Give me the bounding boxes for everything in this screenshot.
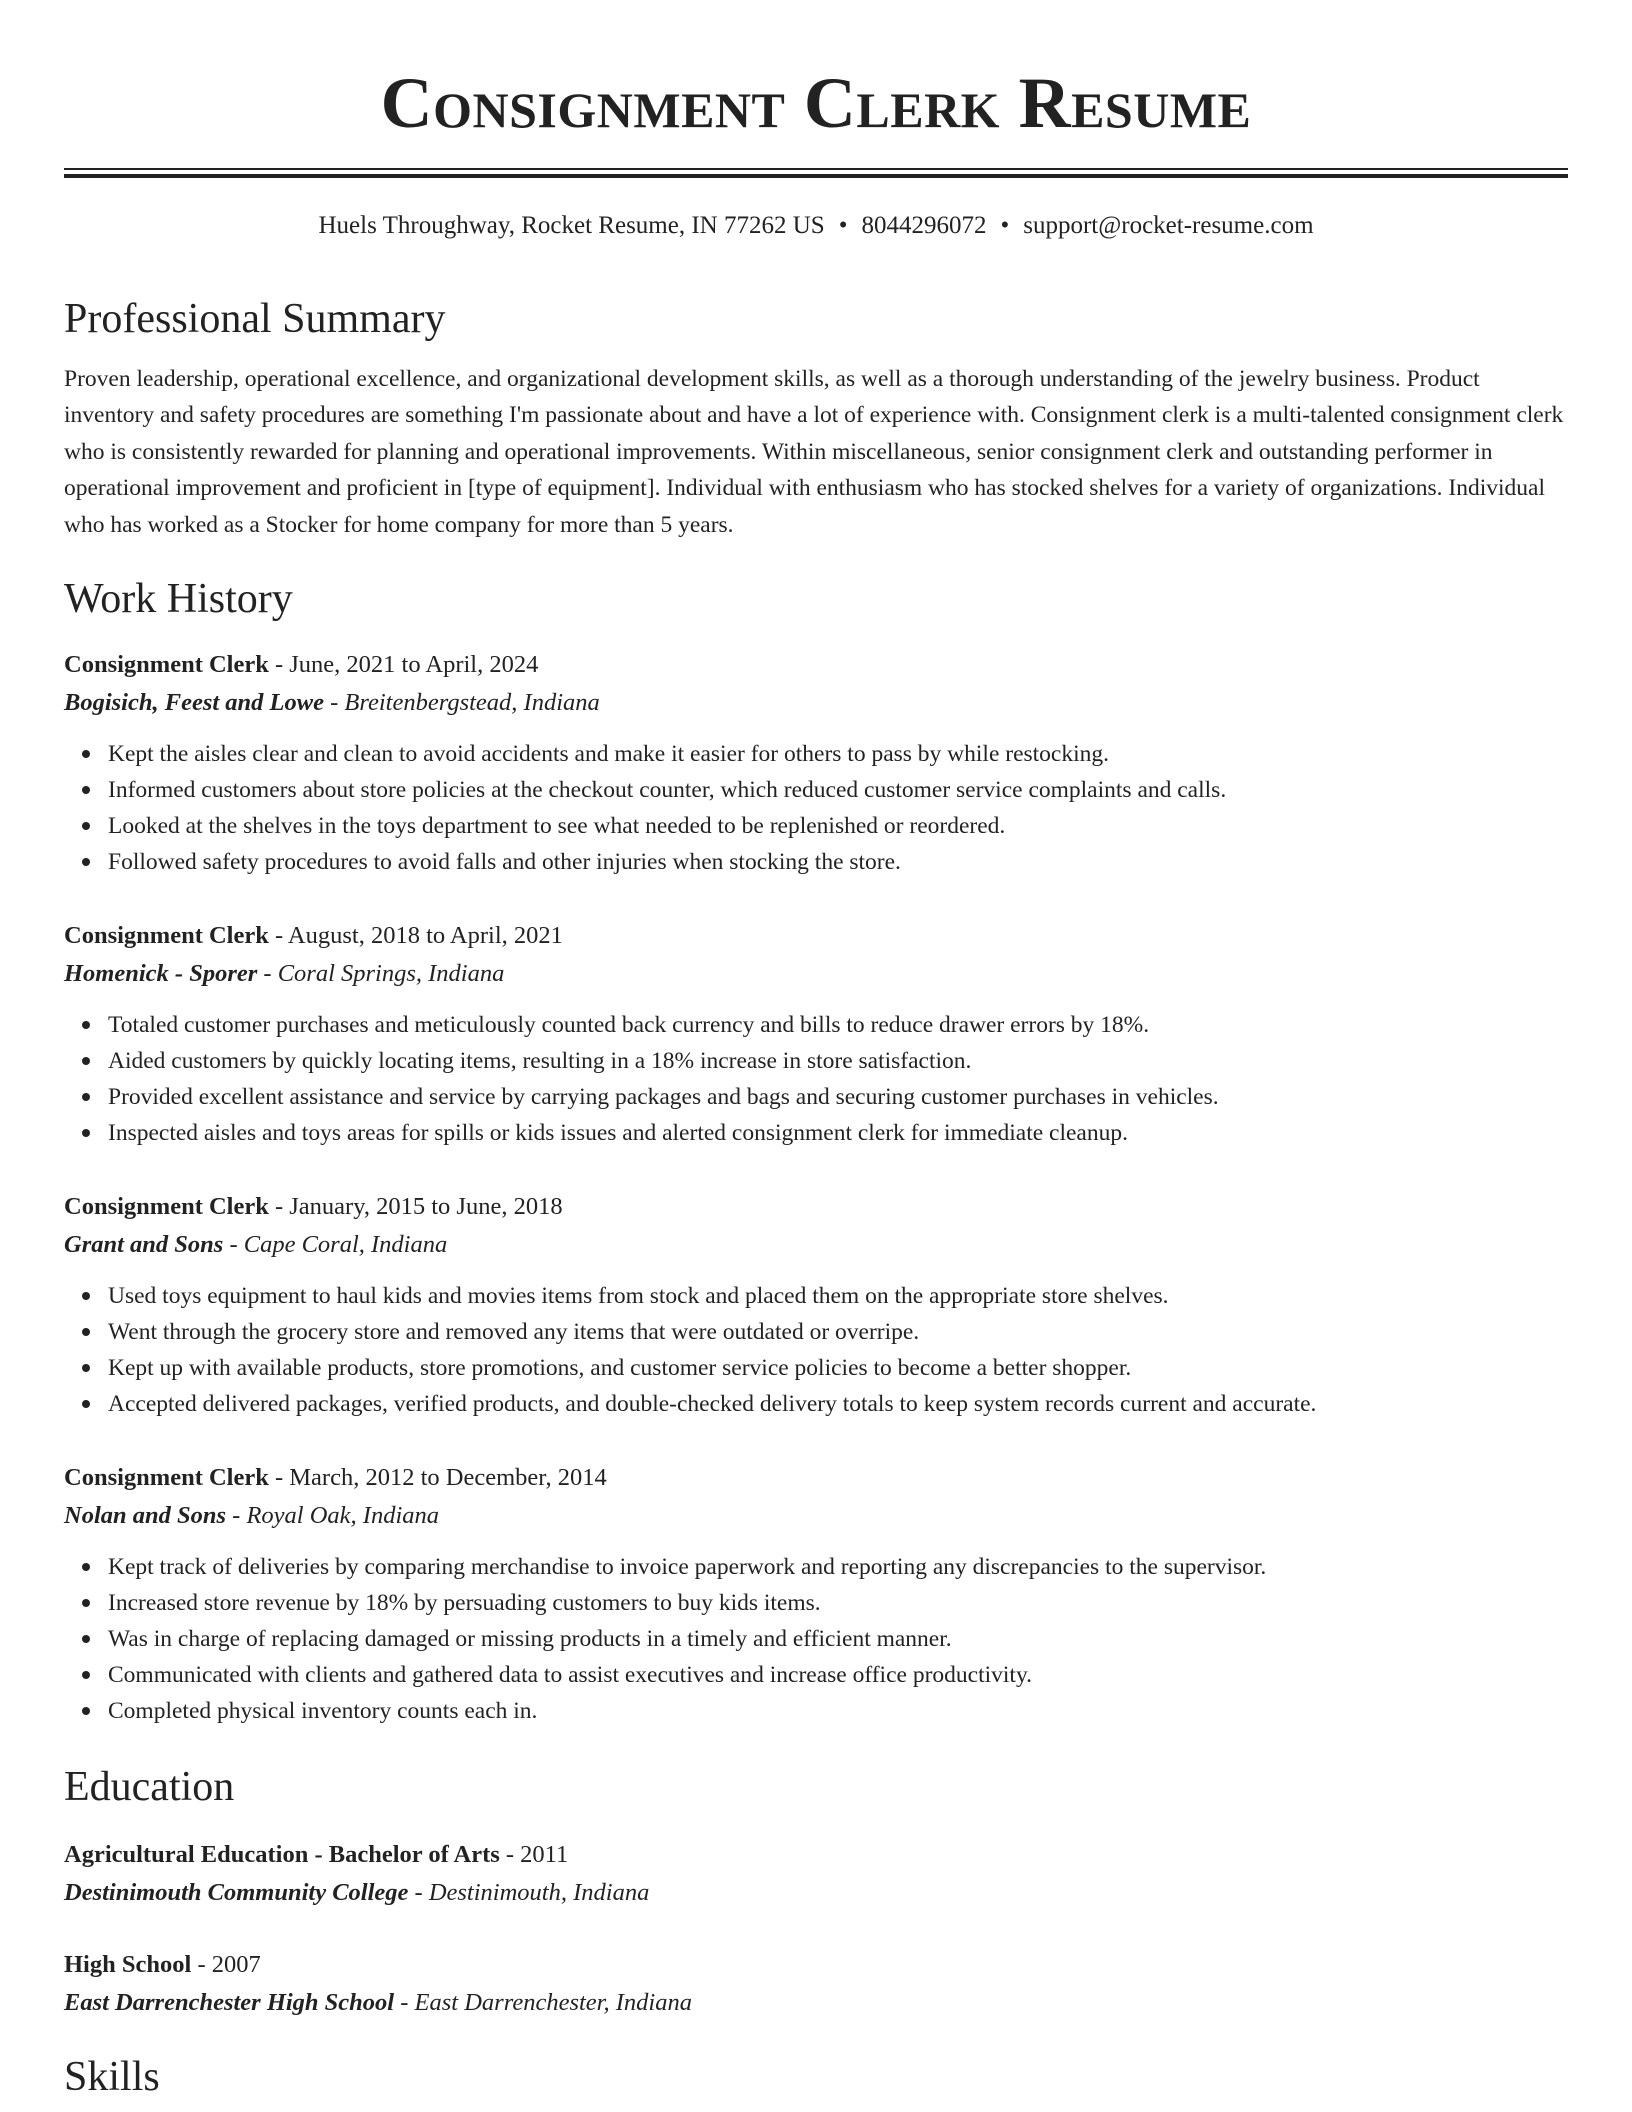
job-entry <box>64 917 1568 1151</box>
education-degree: Agricultural Education - Bachelor of Arts <box>64 1841 500 1868</box>
education-degree-line <box>64 1946 1568 1984</box>
list-item: Kept track of deliveries by comparing merchandise to invoice paperwork and reporting any discrepancies to the supervisor. <box>108 1549 1568 1585</box>
education-entry <box>64 1836 1568 1912</box>
job-title: Consignment Clerk <box>64 1193 269 1220</box>
education-school-line <box>64 1874 1568 1912</box>
list-item: Informed customers about store policies at the checkout counter, which reduced customer service complaints and calls. <box>108 772 1568 808</box>
job-title: Consignment Clerk <box>64 651 269 678</box>
education-degree: High School <box>64 1951 192 1978</box>
education-year: - 2011 <box>499 1841 569 1868</box>
education-school: Destinimouth Community College <box>64 1879 409 1906</box>
job-header <box>64 1459 1568 1497</box>
list-item: Kept the aisles clear and clean to avoid accidents and make it easier for others to pass by while restocking. <box>108 736 1568 772</box>
education-school: East Darrenchester High School <box>64 1989 395 2016</box>
list-item: Was in charge of replacing damaged or missing products in a timely and efficient manner. <box>108 1621 1568 1657</box>
education-location: - Destinimouth, Indiana <box>408 1879 650 1906</box>
resume-page <box>64 0 1568 2100</box>
job-dates: - August, 2018 to April, 2021 <box>268 922 563 949</box>
job-entry <box>64 1188 1568 1422</box>
list-item: Inspected aisles and toys areas for spills or kids issues and alerted consignment clerk for immediate cleanup. <box>108 1115 1568 1151</box>
job-title: Consignment Clerk <box>64 922 269 949</box>
title-divider <box>64 168 1568 178</box>
job-company-line <box>64 1497 1568 1535</box>
job-dates: - January, 2015 to June, 2018 <box>268 1193 563 1220</box>
resume-title: Consignment Clerk Resume <box>380 63 1252 143</box>
job-company: Bogisich, Feest and Lowe <box>64 689 324 716</box>
contact-line <box>64 211 1568 241</box>
education-heading: Education <box>64 1764 235 1810</box>
job-company-line <box>64 955 1568 993</box>
job-entry <box>64 646 1568 880</box>
job-entry <box>64 1459 1568 1729</box>
job-company: Nolan and Sons <box>64 1502 227 1529</box>
summary-heading: Professional Summary <box>64 296 446 342</box>
job-company: Grant and Sons <box>64 1231 224 1258</box>
job-dates: - March, 2012 to December, 2014 <box>268 1464 607 1491</box>
job-location: - Cape Coral, Indiana <box>223 1231 448 1258</box>
job-bullets <box>64 736 1568 880</box>
summary-text: Proven leadership, operational excellence, and organizational development skills, as well as a thorough understanding of the jewelry business. Product inventory and safety procedures are something I'm passionate about and have a lot of experience with. Consignment clerk is a multi-talented consignment clerk who is consistently rewarded for planning and operational improvements. Within miscellaneous, senior consignment clerk and outstanding performer in operational improvement and proficient in [type of equipment]. Individual with enthusiasm who has stocked shelves for a variety of organizations. Individual who has worked as a Stocker for home company for more than 5 years. <box>64 366 1564 538</box>
list-item: Totaled customer purchases and meticulously counted back currency and bills to reduce drawer errors by 18%. <box>108 1007 1568 1043</box>
list-item: Increased store revenue by 18% by persuading customers to buy kids items. <box>108 1585 1568 1621</box>
contact-phone: 8044296072 <box>861 212 987 239</box>
contact-separator: • <box>1000 212 1010 239</box>
job-bullets <box>64 1007 1568 1151</box>
education-school-line <box>64 1984 1568 2022</box>
job-company-line <box>64 684 1568 722</box>
education-location: - East Darrenchester, Indiana <box>394 1989 692 2016</box>
list-item: Used toys equipment to haul kids and movies items from stock and placed them on the appropriate store shelves. <box>108 1278 1568 1314</box>
list-item: Accepted delivered packages, verified products, and double-checked delivery totals to keep system records current and accurate. <box>108 1386 1568 1422</box>
contact-separator: • <box>838 212 848 239</box>
job-location: - Coral Springs, Indiana <box>257 960 505 987</box>
job-title: Consignment Clerk <box>64 1464 269 1491</box>
list-item: Communicated with clients and gathered data to assist executives and increase office productivity. <box>108 1657 1568 1693</box>
contact-email: support@rocket-resume.com <box>1023 212 1314 239</box>
list-item: Followed safety procedures to avoid falls and other injuries when stocking the store. <box>108 844 1568 880</box>
job-bullets <box>64 1278 1568 1422</box>
job-company: Homenick - Sporer <box>64 960 258 987</box>
job-header <box>64 917 1568 955</box>
education-year: - 2007 <box>191 1951 261 1978</box>
skills-heading: Skills <box>64 2054 160 2100</box>
job-header <box>64 1188 1568 1226</box>
list-item: Provided excellent assistance and service by carrying packages and bags and securing customer purchases in vehicles. <box>108 1079 1568 1115</box>
list-item: Aided customers by quickly locating items, resulting in a 18% increase in store satisfaction. <box>108 1043 1568 1079</box>
job-bullets <box>64 1549 1568 1729</box>
job-company-line <box>64 1226 1568 1264</box>
list-item: Completed physical inventory counts each in. <box>108 1693 1568 1729</box>
work-history-heading: Work History <box>64 576 293 622</box>
job-dates: - June, 2021 to April, 2024 <box>268 651 539 678</box>
education-entry <box>64 1946 1568 2022</box>
list-item: Went through the grocery store and removed any items that were outdated or overripe. <box>108 1314 1568 1350</box>
education-degree-line <box>64 1836 1568 1874</box>
job-location: - Breitenbergstead, Indiana <box>323 689 600 716</box>
list-item: Kept up with available products, store promotions, and customer service policies to become a better shopper. <box>108 1350 1568 1386</box>
contact-address: Huels Throughway, Rocket Resume, IN 77262 US <box>318 212 825 239</box>
list-item: Looked at the shelves in the toys department to see what needed to be replenished or reordered. <box>108 808 1568 844</box>
job-location: - Royal Oak, Indiana <box>226 1502 440 1529</box>
job-header <box>64 646 1568 684</box>
